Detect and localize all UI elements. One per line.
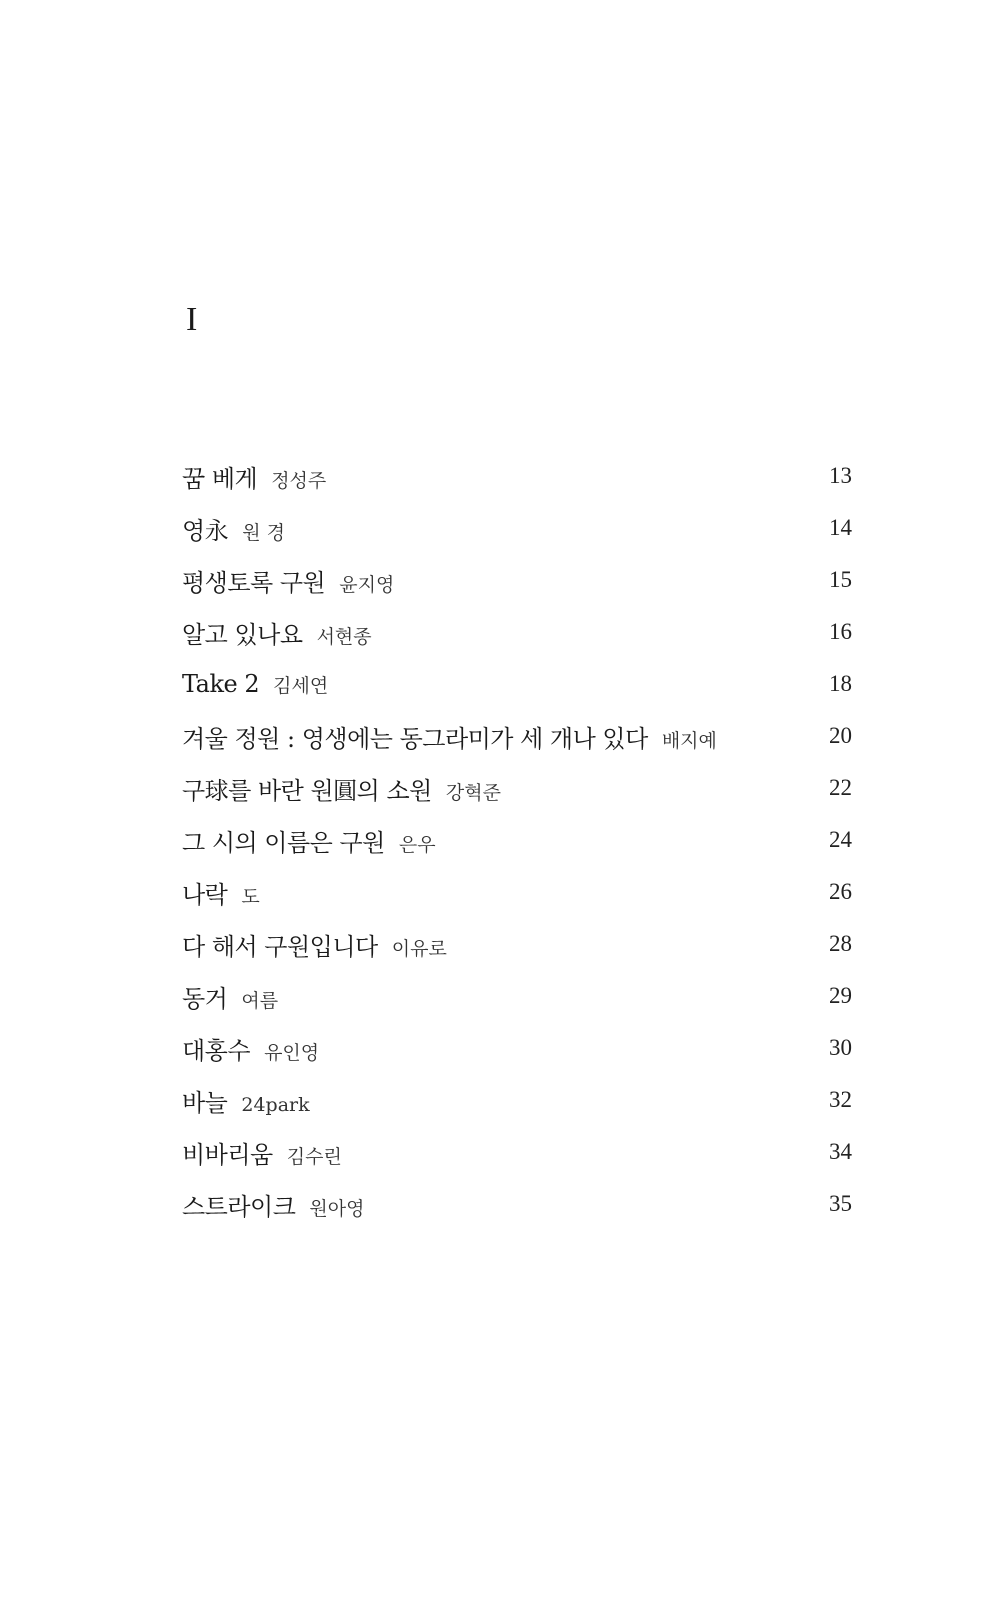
toc-entry-label — [182, 979, 278, 1014]
entry-page-number: 18 — [829, 671, 852, 696]
entry-author: 정성주 — [271, 469, 327, 492]
entry-author: 배지예 — [661, 729, 717, 752]
entry-page-number: 30 — [829, 1035, 852, 1060]
entry-page-number: 20 — [829, 723, 852, 748]
entry-page-number: 15 — [829, 567, 852, 592]
toc-entry — [182, 1022, 852, 1074]
entry-title: 비바리움 — [182, 1140, 273, 1169]
toc-entry — [182, 1074, 852, 1126]
toc-entry — [182, 762, 852, 814]
entry-title: 영永 — [182, 516, 229, 545]
entry-author: 원 경 — [242, 521, 285, 544]
entry-page-number: 24 — [829, 827, 852, 852]
entry-page-number: 34 — [829, 1139, 852, 1164]
toc-entry — [182, 1126, 852, 1178]
entry-author: 24park — [241, 1093, 310, 1116]
toc-entry-label — [182, 563, 394, 598]
toc-entry — [182, 554, 852, 606]
entry-title: 겨울 정원 : 영생에는 동그라미가 세 개나 있다 — [182, 724, 648, 753]
entry-title: 스트라이크 — [182, 1192, 296, 1221]
toc-entry — [182, 606, 852, 658]
entry-title: 다 해서 구원입니다 — [182, 932, 378, 961]
toc-entry — [182, 970, 852, 1022]
entry-author: 은우 — [398, 833, 436, 856]
entry-page-number: 26 — [829, 879, 852, 904]
entry-title: 바늘 — [182, 1088, 228, 1117]
toc-entry-label — [182, 459, 326, 494]
entry-author: 강혁준 — [445, 781, 501, 804]
entry-author: 유인영 — [264, 1041, 320, 1064]
entry-author: 김수린 — [286, 1145, 342, 1168]
toc-entry — [182, 866, 852, 918]
toc-entry-label — [182, 511, 285, 546]
entry-page-number: 28 — [829, 931, 852, 956]
section-numeral: I — [186, 301, 198, 338]
toc-entry — [182, 814, 852, 866]
entry-page-number: 14 — [829, 515, 852, 540]
toc-entry-label — [182, 771, 501, 806]
entry-title: 대홍수 — [182, 1036, 251, 1065]
entry-page-number: 13 — [829, 463, 852, 488]
toc-entry — [182, 710, 852, 762]
entry-page-number: 32 — [829, 1087, 852, 1112]
entry-author: 여름 — [241, 989, 279, 1012]
entry-author: 이유로 — [391, 937, 447, 960]
toc-entry-label — [182, 1135, 342, 1170]
toc-entry-label — [182, 927, 447, 962]
toc-entry-label — [182, 1031, 319, 1066]
entry-page-number: 16 — [829, 619, 852, 644]
entry-title: 동거 — [182, 984, 228, 1013]
toc-entry-label — [182, 719, 717, 754]
toc-entry-label — [182, 615, 372, 650]
entry-title: 구球를 바란 원圓의 소원 — [182, 776, 432, 805]
entry-author: 원아영 — [309, 1197, 365, 1220]
entry-page-number: 35 — [829, 1191, 852, 1216]
entry-author: 서현종 — [316, 625, 372, 648]
toc-entry — [182, 658, 852, 710]
entry-page-number: 29 — [829, 983, 852, 1008]
entry-page-number: 22 — [829, 775, 852, 800]
entry-title: 평생토록 구원 — [182, 568, 326, 597]
entry-title: 꿈 베게 — [182, 464, 258, 493]
entry-title: 나락 — [182, 880, 228, 909]
entry-title: Take 2 — [182, 670, 260, 698]
toc-entry — [182, 450, 852, 502]
entry-author: 윤지영 — [339, 573, 395, 596]
entry-author: 김세연 — [273, 675, 329, 697]
toc-entry — [182, 1178, 852, 1230]
table-of-contents — [182, 450, 852, 1230]
toc-entry-label — [182, 823, 436, 858]
toc-entry-label — [182, 875, 260, 910]
entry-author: 도 — [241, 885, 260, 908]
toc-entry — [182, 502, 852, 554]
toc-entry-label — [182, 1187, 364, 1222]
toc-entry-label — [182, 670, 328, 698]
entry-title: 그 시의 이름은 구원 — [182, 828, 385, 857]
toc-entry — [182, 918, 852, 970]
entry-title: 알고 있나요 — [182, 620, 303, 649]
toc-entry-label — [182, 1083, 310, 1118]
